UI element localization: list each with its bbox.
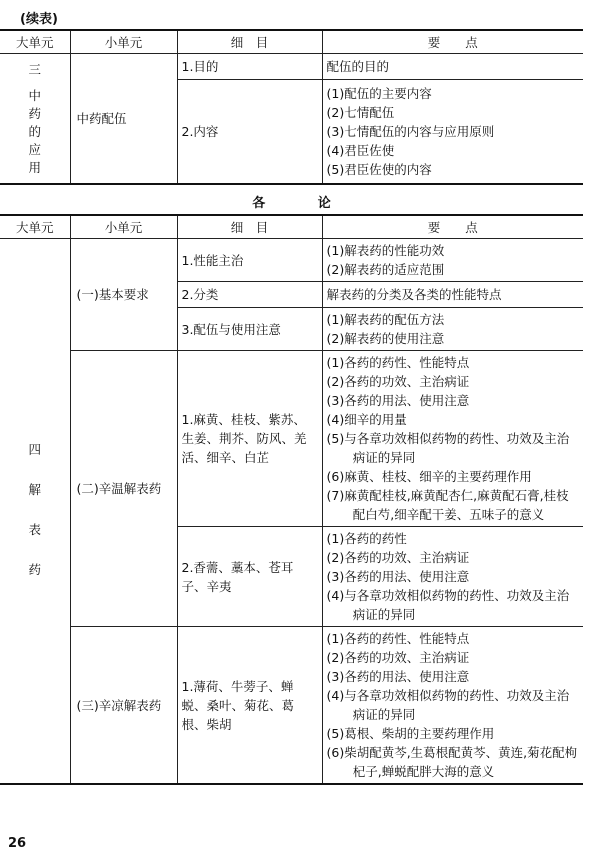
subunit-cell: (三)辛凉解表药: [70, 627, 177, 785]
subunit-cell: 中药配伍: [70, 54, 177, 185]
page-number: 26: [8, 836, 27, 851]
item-cell: 3.配伍与使用注意: [177, 308, 322, 351]
point: (2)各药的功效、主治病证: [326, 650, 470, 665]
point: (5)与各章功效相似药物的药性、功效及主治病证的异同: [326, 431, 570, 465]
point: (1)配伍的主要内容: [326, 86, 432, 101]
outline-table-1: [0, 29, 583, 185]
item-cell: 2.分类: [177, 282, 322, 308]
table1-header-row: [0, 30, 583, 54]
table-row: [0, 351, 583, 527]
table-row: [0, 627, 583, 785]
header-item: 细 目: [177, 30, 322, 54]
points-cell: [322, 80, 583, 185]
section-title-char: 各: [252, 196, 266, 211]
unit-cell: [0, 239, 70, 785]
item-cell: 2.香薷、藁本、苍耳子、辛夷: [177, 527, 322, 627]
point: (4)君臣佐使: [326, 143, 395, 158]
point: (3)各药的用法、使用注意: [326, 569, 470, 584]
point: (6)柴胡配黄芩,生葛根配黄芩、黄连,菊花配枸杞子,蝉蜕配胖大海的意义: [326, 745, 578, 779]
point: (3)七情配伍的内容与应用原则: [326, 124, 495, 139]
header-points: 要 点: [322, 30, 583, 54]
item-cell: 1.麻黄、桂枝、紫苏、生姜、荆芥、防风、羌活、细辛、白芷: [177, 351, 322, 527]
point: (4)与各章功效相似药物的药性、功效及主治病证的异同: [326, 588, 570, 622]
item-cell: 1.目的: [177, 54, 322, 80]
point: 配伍的目的: [326, 59, 390, 74]
item-cell: 1.性能主治: [177, 239, 322, 282]
point: (2)七情配伍: [326, 105, 395, 120]
header-unit: 大单元: [0, 30, 70, 54]
point: (3)各药的用法、使用注意: [326, 669, 470, 684]
unit-char: 应: [28, 141, 41, 157]
point: (4)与各章功效相似药物的药性、功效及主治病证的异同: [326, 688, 570, 722]
unit-char: 解: [28, 482, 41, 497]
item-cell: 2.内容: [177, 80, 322, 185]
point: 解表药的分类及各类的性能特点: [326, 287, 502, 302]
item-cell: 1.薄荷、牛蒡子、蝉蜕、桑叶、菊花、葛根、柴胡: [177, 627, 322, 785]
unit-char: 表: [28, 522, 41, 537]
unit-cell: [0, 54, 70, 185]
points-cell: [322, 627, 583, 785]
points-cell: [322, 308, 583, 351]
unit-char: 中: [28, 87, 41, 103]
section-title-char: 论: [317, 196, 331, 211]
point: (5)葛根、柴胡的主要药理作用: [326, 726, 495, 741]
point: (1)各药的药性: [326, 531, 407, 546]
outline-table-2: [0, 214, 583, 785]
point: (1)解表药的性能功效: [326, 243, 445, 258]
points-cell: [322, 282, 583, 308]
header-points: 要 点: [322, 215, 583, 239]
points-cell: [322, 239, 583, 282]
points-cell: [322, 527, 583, 627]
point: (5)君臣佐使的内容: [326, 162, 432, 177]
unit-char: 用: [28, 159, 41, 175]
unit-char: 四: [28, 442, 41, 457]
point: (6)麻黄、桂枝、细辛的主要药理作用: [326, 469, 532, 484]
table-row: [0, 239, 583, 282]
point: (1)解表药的配伍方法: [326, 312, 445, 327]
table-row: [0, 54, 583, 80]
points-cell: [322, 351, 583, 527]
point: (2)各药的功效、主治病证: [326, 550, 470, 565]
subunit-cell: (二)辛温解表药: [70, 351, 177, 627]
unit-char: 的: [28, 123, 41, 139]
point: (4)细辛的用量: [326, 412, 407, 427]
section-title: [0, 192, 583, 211]
table2-header-row: [0, 215, 583, 239]
unit-char: 药: [28, 562, 41, 577]
point: (3)各药的用法、使用注意: [326, 393, 470, 408]
unit-char: 药: [28, 105, 41, 121]
header-unit: 大单元: [0, 215, 70, 239]
header-subunit: 小单元: [70, 215, 177, 239]
subunit-cell: (一)基本要求: [70, 239, 177, 351]
point: (2)解表药的适应范围: [326, 262, 445, 277]
point: (2)各药的功效、主治病证: [326, 374, 470, 389]
header-item: 细 目: [177, 215, 322, 239]
point: (1)各药的药性、性能特点: [326, 355, 470, 370]
points-cell: [322, 54, 583, 80]
point: (7)麻黄配桂枝,麻黄配杏仁,麻黄配石膏,桂枝配白芍,细辛配干姜、五味子的意义: [326, 488, 569, 522]
continued-label: (续表): [20, 12, 58, 27]
point: (1)各药的药性、性能特点: [326, 631, 470, 646]
header-subunit: 小单元: [70, 30, 177, 54]
point: (2)解表药的使用注意: [326, 331, 445, 346]
unit-char: 三: [28, 61, 41, 77]
